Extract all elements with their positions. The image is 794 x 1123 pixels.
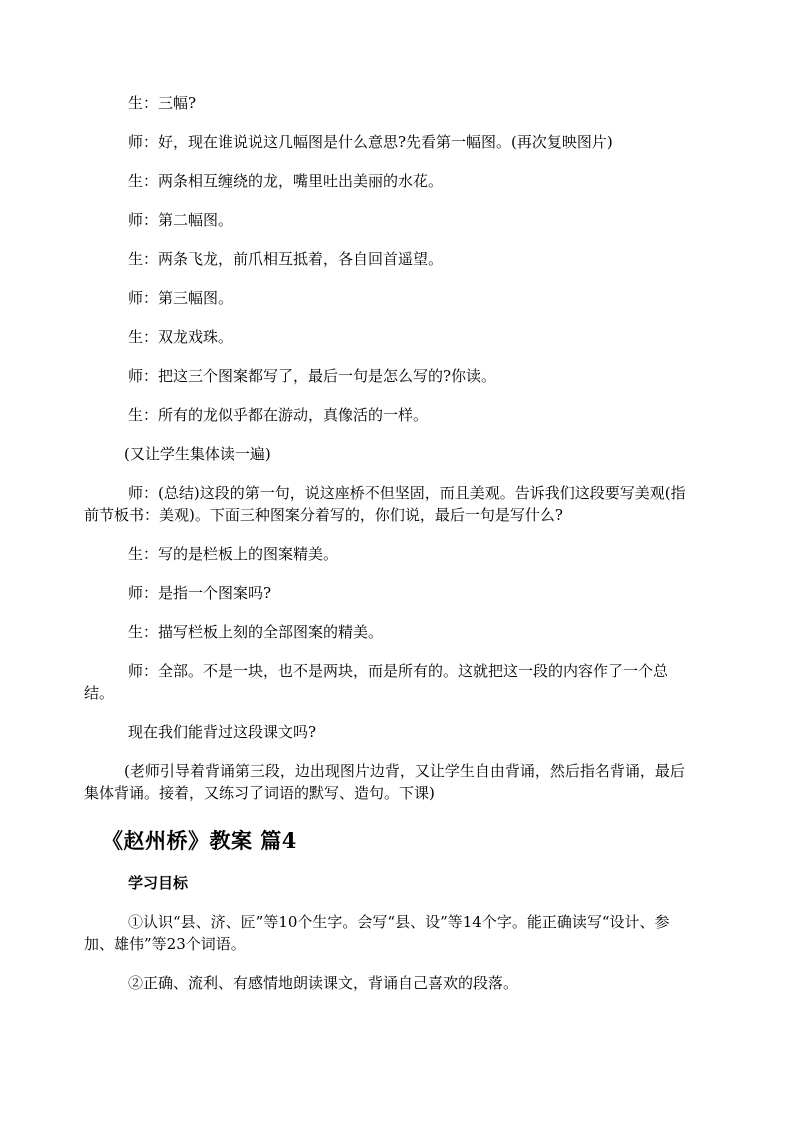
dialogue-line: 生：写的是栏板上的图案精美。 [128,545,339,563]
dialogue-line: 师：把这三个图案都写了，最后一句是怎么写的?你读。 [128,367,497,385]
dialogue-line: 师：全部。不是一块，也不是两块，而是所有的。这就把这一段的内容作了一个总结。 [84,662,669,702]
dialogue-line: 师：好，现在谁说说这几幅图是什么意思?先看第一幅图。(再次复映图片) [128,133,613,151]
dialogue-line: 生：所有的龙似乎都在游动，真像活的一样。 [128,406,429,424]
dialogue-line: 生：描写栏板上刻的全部图案的精美。 [128,623,384,641]
dialogue-line: 生：三幅? [128,94,197,112]
dialogue-line: 师：第二幅图。 [128,211,234,229]
dialogue-line: 师：(总结)这段的第一句，说这座桥不但坚固，而且美观。告诉我们这段要写美观(指前节板书：美观)。下面三种图案分着写的，你们说，最后一句是写什么? [84,484,686,524]
stage-note: (又让学生集体读一遍) [124,445,271,463]
stage-note: (老师引导着背诵第三段，边出现图片边背，又让学生自由背诵，然后指名背诵，最后集体背诵。接着，又练习了词语的默写、造句。下课) [84,762,685,802]
dialogue-line: 生：双龙戏珠。 [128,328,234,346]
dialogue-line: 生：两条飞龙，前爪相互抵着，各自回首遥望。 [128,250,444,268]
learning-goal: ①认识“县、济、匠”等10个生字。会写“县、设”等14个字。能正确读写“设计、参加、雄伟”等23个词语。 [84,913,670,953]
learning-goal: ②正确、流利、有感情地朗读课文，背诵自己喜欢的段落。 [128,974,519,992]
dialogue-line: 师：第三幅图。 [128,289,234,307]
section-subtitle: 学习目标 [128,874,189,892]
dialogue-line: 生：两条相互缠绕的龙，嘴里吐出美丽的水花。 [128,172,444,190]
dialogue-line: 现在我们能背过这段课文吗? [128,723,317,741]
document-page [84,92,694,1011]
dialogue-line: 师：是指一个图案吗? [128,584,272,602]
section-title: 《赵州桥》教案 篇4 [102,828,297,853]
